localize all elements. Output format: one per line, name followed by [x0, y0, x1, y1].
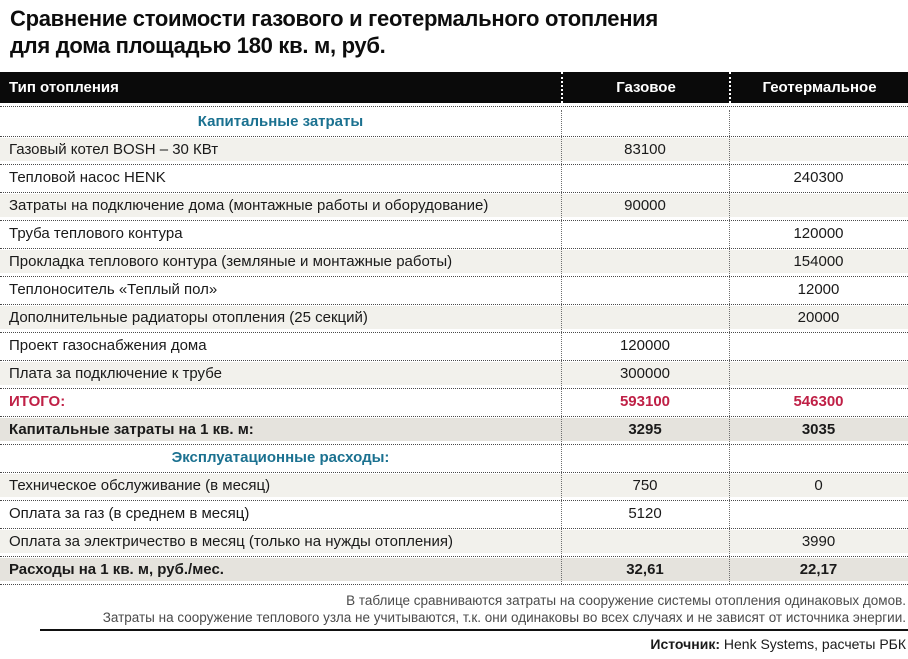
geo-value: 240300 [793, 169, 844, 186]
table-row [0, 446, 908, 469]
gas-value: 90000 [624, 197, 666, 214]
table-row [0, 138, 908, 161]
table-row [0, 222, 908, 245]
row-label: Газовый котел BOSH – 30 КВт [9, 141, 219, 158]
column-header-gas: Газовое [561, 72, 729, 103]
row-label: Оплата за электричество в месяц (только на нужды отопления) [9, 533, 453, 550]
title-line-1: Сравнение стоимости газового и геотермального отопления [10, 6, 658, 31]
table-row [0, 502, 908, 525]
geo-value: 0 [814, 477, 823, 494]
gas-value: 120000 [619, 337, 671, 354]
table-row [0, 334, 908, 357]
gas-value: 750 [632, 477, 658, 494]
table-row [0, 474, 908, 497]
table-row [0, 194, 908, 217]
column-divider-gas [561, 110, 562, 584]
table-body [0, 110, 908, 581]
row-label: Дополнительные радиаторы отопления (25 секций) [9, 309, 368, 326]
table-row [0, 166, 908, 189]
footnote-line-2: Затраты на сооружение теплового узла не учитываются, т.к. они одинаковы во всех случаях и не зависят от источника энергии. [102, 610, 906, 625]
row-label: Капитальные затраты на 1 кв. м: [9, 421, 254, 438]
table-row [0, 306, 908, 329]
footnotes [0, 592, 906, 626]
row-label: Прокладка теплового контура (земляные и монтажные работы) [9, 253, 453, 270]
row-label: Плата за подключение к трубе [9, 365, 222, 382]
table-row [0, 362, 908, 385]
geo-value: 20000 [797, 309, 840, 326]
source-label: Источник: [650, 636, 720, 652]
geo-value: 154000 [793, 253, 844, 270]
row-label: Оплата за газ (в среднем в месяц) [9, 505, 250, 522]
table-row [0, 558, 908, 581]
row-label: Проект газоснабжения дома [9, 337, 207, 354]
column-divider-geothermal [729, 110, 730, 584]
geo-value: 12000 [797, 281, 840, 298]
gas-value: 593100 [619, 393, 671, 410]
row-label: Теплоноситель «Теплый пол» [9, 281, 218, 298]
geo-value: 3990 [801, 533, 836, 550]
column-header-geothermal: Геотермальное [729, 72, 908, 103]
row-label: Эксплуатационные расходы: [171, 449, 390, 466]
title-line-2: для дома площадью 180 кв. м, руб. [10, 33, 386, 58]
gas-value: 83100 [624, 141, 666, 158]
table-row [0, 418, 908, 441]
gas-value: 32,61 [626, 561, 664, 578]
comparison-table [0, 72, 908, 586]
gas-value: 5120 [628, 505, 662, 522]
footnote-line-1: В таблице сравниваются затраты на сооружение системы отопления одинаковых домов. [346, 593, 906, 608]
row-label: Расходы на 1 кв. м, руб./мес. [9, 561, 224, 578]
row-label: Капитальные затраты [197, 113, 364, 130]
column-header-heating-type: Тип отопления [9, 79, 119, 96]
gas-value: 300000 [619, 365, 671, 382]
table-row [0, 530, 908, 553]
source-value: Henk Systems, расчеты РБК [723, 636, 906, 652]
table-row [0, 390, 908, 413]
gas-value: 3295 [628, 421, 662, 438]
row-label: Затраты на подключение дома (монтажные работы и оборудование) [9, 197, 489, 214]
row-label: Техническое обслуживание (в месяц) [9, 477, 271, 494]
table-header-row [0, 72, 908, 103]
row-label: Труба теплового контура [9, 225, 183, 242]
source-line [650, 636, 906, 652]
table-row [0, 278, 908, 301]
table-row [0, 250, 908, 273]
geo-value: 120000 [793, 225, 844, 242]
divider-line [40, 629, 908, 631]
geo-value: 546300 [793, 393, 844, 410]
row-label: ИТОГО: [9, 393, 66, 410]
geo-value: 3035 [801, 421, 836, 438]
page-title [10, 5, 658, 59]
geo-value: 22,17 [799, 561, 838, 578]
table-row [0, 110, 908, 133]
row-label: Тепловой насос HENK [9, 169, 166, 186]
